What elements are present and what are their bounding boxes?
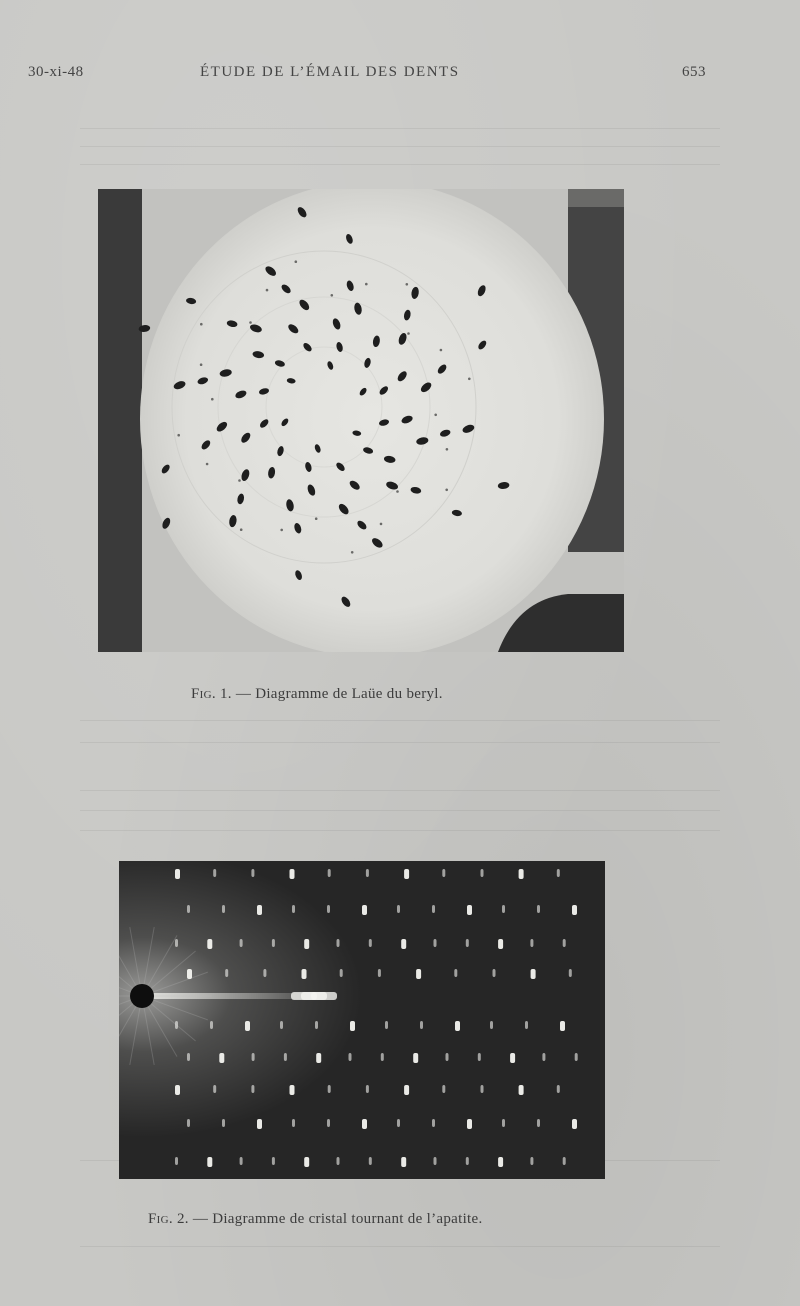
rotation-spot: [257, 1119, 262, 1129]
rotation-spot: [560, 1021, 565, 1031]
bleed-line: [80, 790, 720, 791]
rotation-spot: [378, 969, 381, 977]
rotation-spot: [537, 905, 540, 913]
laue-dark-border-left: [98, 189, 142, 652]
rotation-spot: [401, 1157, 406, 1167]
rotation-spot: [369, 939, 372, 947]
laue-faint-spot: [365, 283, 368, 286]
figure-1-label: Fig. 1.: [191, 686, 232, 702]
laue-faint-spot: [206, 463, 209, 466]
rotation-spot: [563, 939, 566, 947]
rotation-spot: [328, 869, 331, 877]
rotation-spot: [537, 1119, 540, 1127]
rotation-spot: [284, 1053, 287, 1061]
figure-1-caption: [191, 686, 443, 703]
rotation-spot: [175, 1085, 180, 1095]
rotation-spot: [416, 969, 421, 979]
laue-faint-spot: [211, 398, 214, 401]
rotation-spot: [413, 1053, 418, 1063]
running-header: [28, 64, 704, 88]
rotation-spot: [240, 1157, 243, 1165]
rotation-spot: [210, 1021, 213, 1029]
rotation-spot: [420, 1021, 423, 1029]
rotation-spot: [397, 1119, 400, 1127]
laue-faint-spot: [295, 260, 298, 263]
laue-faint-spot: [440, 349, 443, 352]
laue-faint-spot: [249, 321, 252, 324]
laue-faint-spot: [177, 434, 180, 437]
rotation-spot: [213, 869, 216, 877]
rotation-spot: [502, 1119, 505, 1127]
rotation-spot: [327, 905, 330, 913]
rotation-spot: [478, 1053, 481, 1061]
rotation-spot: [290, 1085, 295, 1095]
rotation-pattern-image: [119, 861, 605, 1179]
rotation-spot: [531, 969, 536, 979]
rotation-spot: [569, 969, 572, 977]
rotation-spot: [219, 1053, 224, 1063]
rotation-spot: [263, 969, 266, 977]
rotation-spot: [467, 1119, 472, 1129]
rotation-spot: [454, 969, 457, 977]
rotation-spot: [304, 1157, 309, 1167]
laue-faint-spot: [407, 332, 410, 335]
rotation-spot: [302, 969, 307, 979]
rotation-spot: [337, 939, 340, 947]
rotation-spot: [175, 939, 178, 947]
rotation-spot: [481, 1085, 484, 1093]
rotation-spot: [187, 1053, 190, 1061]
rotation-spot: [442, 869, 445, 877]
laue-faint-spot: [200, 323, 203, 326]
rotation-spot: [222, 1119, 225, 1127]
rotation-spot: [222, 905, 225, 913]
laue-faint-spot: [351, 551, 354, 554]
rotation-spot: [187, 969, 192, 979]
rotation-spot: [542, 1053, 545, 1061]
rotation-spot: [446, 1053, 449, 1061]
bleed-line: [80, 810, 720, 811]
figure-2-label: Fig. 2.: [148, 1211, 189, 1227]
laue-faint-spot: [315, 517, 318, 520]
rotation-spot: [304, 939, 309, 949]
rotation-spot: [519, 869, 524, 879]
header-title: ÉTUDE DE L’ÉMAIL DES DENTS: [200, 64, 460, 80]
rotation-spot: [404, 869, 409, 879]
rotation-spot: [207, 1157, 212, 1167]
rotation-spot: [272, 939, 275, 947]
rotation-spot: [442, 1085, 445, 1093]
rotation-spot: [327, 1119, 330, 1127]
laue-faint-spot: [266, 289, 269, 292]
rotation-spot: [316, 1053, 321, 1063]
rotation-spot: [366, 1085, 369, 1093]
laue-pattern-image: [98, 189, 624, 652]
bleed-line: [80, 164, 720, 165]
rotation-spot: [432, 905, 435, 913]
figure-2-caption-text: — Diagramme de cristal tournant de l’apatite.: [188, 1211, 483, 1227]
rotation-spot: [498, 939, 503, 949]
rotation-spot: [510, 1053, 515, 1063]
laue-faint-spot: [406, 283, 409, 286]
figure-2-caption: [148, 1211, 483, 1228]
rotation-spot: [490, 1021, 493, 1029]
bleed-line: [80, 720, 720, 721]
rotation-spot: [175, 869, 180, 879]
rotation-spot: [397, 905, 400, 913]
rotation-spot: [530, 939, 533, 947]
rotation-spot: [575, 1053, 578, 1061]
laue-faint-spot: [280, 529, 283, 532]
rotation-spot: [563, 1157, 566, 1165]
header-date: 30-xi-48: [28, 64, 84, 80]
rotation-spot: [213, 1085, 216, 1093]
figure-1-laue-photograph: [98, 189, 624, 652]
rotation-spot: [290, 869, 295, 879]
rotation-spot: [187, 1119, 190, 1127]
rotation-spot: [481, 869, 484, 877]
rotation-spot: [292, 1119, 295, 1127]
beam-stop-disc: [130, 984, 154, 1008]
rotation-spot: [432, 1119, 435, 1127]
laue-faint-spot: [238, 479, 241, 482]
rotation-spot: [366, 869, 369, 877]
rotation-spot: [455, 1021, 460, 1031]
rotation-spot: [225, 969, 228, 977]
bleed-line: [80, 1246, 720, 1247]
laue-faint-spot: [446, 448, 449, 451]
rotation-spot: [572, 905, 577, 915]
rotation-spot: [493, 969, 496, 977]
laue-faint-spot: [468, 378, 471, 381]
rotation-spot: [340, 969, 343, 977]
rotation-spot: [337, 1157, 340, 1165]
laue-faint-spot: [434, 414, 437, 417]
rotation-spot: [519, 1085, 524, 1095]
laue-faint-spot: [396, 490, 399, 493]
bleed-line: [80, 146, 720, 147]
rotation-spot: [498, 1157, 503, 1167]
rotation-spot: [385, 1021, 388, 1029]
rotation-spot: [369, 1157, 372, 1165]
rotation-spot: [292, 905, 295, 913]
rotation-spot: [466, 939, 469, 947]
rotation-spot: [350, 1021, 355, 1031]
rotation-spot: [272, 1157, 275, 1165]
rotation-spot: [525, 1021, 528, 1029]
rotation-spot: [280, 1021, 283, 1029]
figure-2-rotating-crystal-photograph: [119, 861, 605, 1179]
rotation-spot: [175, 1157, 178, 1165]
rotation-spot: [257, 905, 262, 915]
laue-faint-spot: [445, 489, 448, 492]
laue-faint-spot: [331, 294, 334, 297]
laue-faint-spot: [380, 523, 383, 526]
rotation-spot: [404, 1085, 409, 1095]
rotation-spot: [252, 1053, 255, 1061]
rotation-spot: [207, 939, 212, 949]
rotation-spot: [328, 1085, 331, 1093]
rotation-spot: [245, 1021, 250, 1031]
rotation-spot: [175, 1021, 178, 1029]
rotation-spot: [466, 1157, 469, 1165]
rotation-spot: [557, 1085, 560, 1093]
bleed-line: [80, 742, 720, 743]
rotation-spot: [251, 869, 254, 877]
bleed-line: [80, 128, 720, 129]
bleed-line: [80, 830, 720, 831]
rotation-spot: [434, 939, 437, 947]
rotation-spot: [572, 1119, 577, 1129]
rotation-equator-spot: [311, 992, 337, 1000]
rotation-spot: [362, 905, 367, 915]
rotation-spot: [187, 905, 190, 913]
rotation-spot: [530, 1157, 533, 1165]
header-page-number: 653: [682, 64, 706, 80]
rotation-spot: [240, 939, 243, 947]
rotation-spot: [362, 1119, 367, 1129]
rotation-spot: [251, 1085, 254, 1093]
rotation-spot: [401, 939, 406, 949]
rotation-spot: [315, 1021, 318, 1029]
laue-faint-spot: [200, 363, 203, 366]
rotation-spot: [434, 1157, 437, 1165]
figure-1-caption-text: — Diagramme de Laüe du beryl.: [231, 686, 443, 702]
laue-faint-spot: [240, 528, 243, 531]
rotation-spot: [557, 869, 560, 877]
rotation-spot: [467, 905, 472, 915]
rotation-spot: [349, 1053, 352, 1061]
rotation-spot: [381, 1053, 384, 1061]
rotation-spot: [502, 905, 505, 913]
laue-corner-shade: [568, 189, 624, 207]
